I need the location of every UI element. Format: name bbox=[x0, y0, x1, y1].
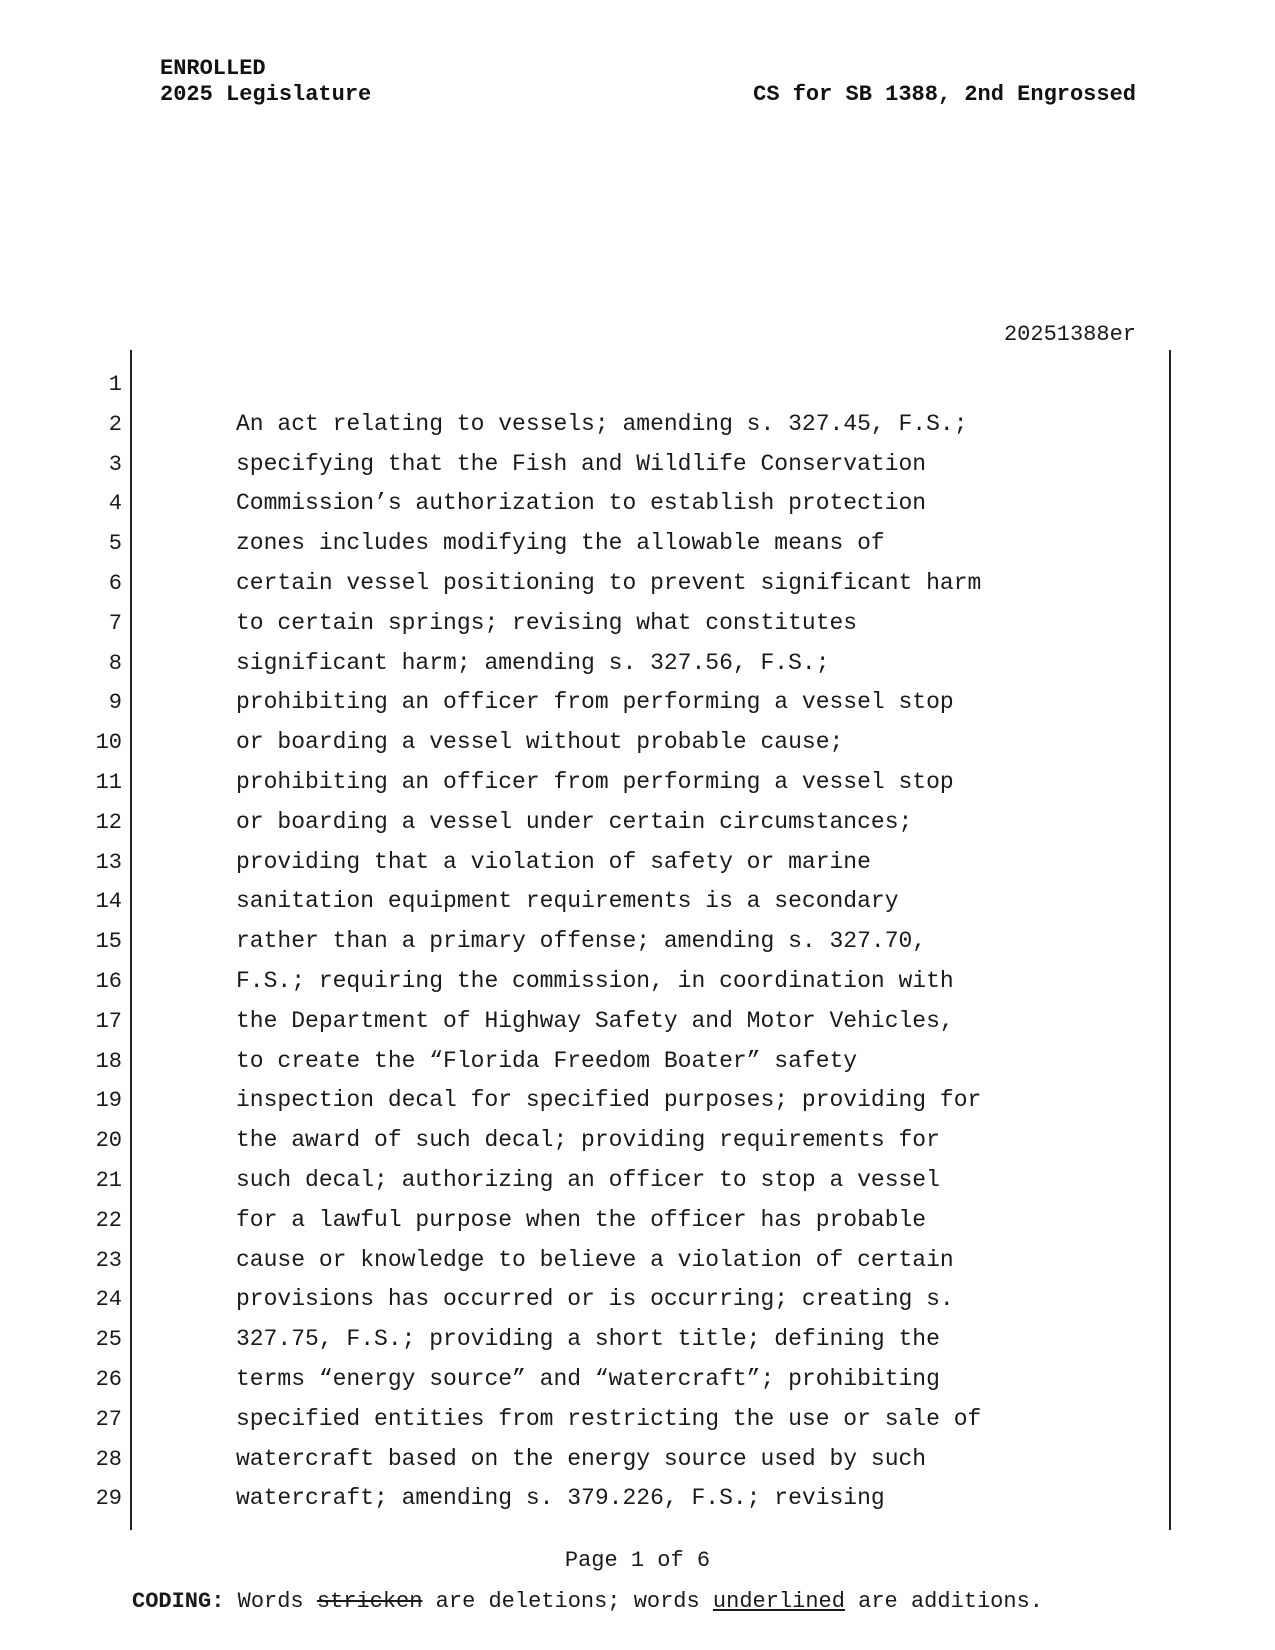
coding-text-1: Words bbox=[224, 1589, 317, 1614]
coding-legend bbox=[132, 1589, 1043, 1615]
line-text: watercraft; amending s. 379.226, F.S.; revising bbox=[236, 1485, 885, 1512]
line-text: cause or knowledge to believe a violation of certain bbox=[236, 1246, 954, 1273]
line-number: 23 bbox=[95, 1247, 122, 1273]
text-line bbox=[0, 1002, 1275, 1042]
text-line bbox=[0, 524, 1275, 564]
line-text: or boarding a vessel without probable cause; bbox=[236, 729, 844, 756]
line-number: 7 bbox=[108, 610, 122, 636]
line-number: 28 bbox=[95, 1446, 122, 1472]
line-number: 21 bbox=[95, 1167, 122, 1193]
line-number: 12 bbox=[95, 809, 122, 835]
text-line bbox=[0, 1479, 1275, 1519]
line-number: 22 bbox=[95, 1207, 122, 1233]
line-text: certain vessel positioning to prevent significant harm bbox=[236, 569, 982, 596]
line-number: 24 bbox=[95, 1287, 122, 1313]
line-text: An act relating to vessels; amending s. 327.45, F.S.; bbox=[236, 410, 968, 437]
line-number: 18 bbox=[95, 1048, 122, 1074]
line-text: zones includes modifying the allowable means of bbox=[236, 530, 885, 557]
text-line bbox=[0, 1042, 1275, 1082]
line-text: prohibiting an officer from performing a vessel stop bbox=[236, 768, 954, 795]
text-line bbox=[0, 922, 1275, 962]
line-text: Commission’s authorization to establish protection bbox=[236, 490, 927, 517]
text-line bbox=[0, 1201, 1275, 1241]
line-text: specifying that the Fish and Wildlife Conservation bbox=[236, 450, 927, 477]
line-number: 9 bbox=[108, 690, 122, 716]
text-line bbox=[0, 1440, 1275, 1480]
coding-label: CODING: bbox=[132, 1589, 225, 1614]
text-line bbox=[0, 803, 1275, 843]
text-line bbox=[0, 604, 1275, 644]
line-number: 6 bbox=[108, 570, 122, 596]
line-text: such decal; authorizing an officer to stop a vessel bbox=[236, 1166, 940, 1193]
text-line bbox=[0, 882, 1275, 922]
bill-identifier: CS for SB 1388, 2nd Engrossed bbox=[753, 82, 1136, 107]
line-number: 16 bbox=[95, 968, 122, 994]
text-line bbox=[0, 843, 1275, 883]
bill-text-lines bbox=[0, 365, 1275, 1519]
text-line bbox=[0, 1121, 1275, 1161]
line-text: significant harm; amending s. 327.56, F.S.; bbox=[236, 649, 830, 676]
line-number: 17 bbox=[95, 1008, 122, 1034]
text-line bbox=[0, 1360, 1275, 1400]
text-line bbox=[0, 564, 1275, 604]
line-text: the award of such decal; providing requirements for bbox=[236, 1127, 940, 1154]
line-number: 19 bbox=[95, 1088, 122, 1114]
text-line bbox=[0, 1161, 1275, 1201]
line-text: the Department of Highway Safety and Motor Vehicles, bbox=[236, 1007, 954, 1034]
line-number: 11 bbox=[95, 769, 122, 795]
line-number: 8 bbox=[108, 650, 122, 676]
line-number: 13 bbox=[95, 849, 122, 875]
line-number: 14 bbox=[95, 889, 122, 915]
text-line bbox=[0, 1241, 1275, 1281]
line-number: 10 bbox=[95, 730, 122, 756]
text-line bbox=[0, 723, 1275, 763]
line-text: inspection decal for specified purposes; providing for bbox=[236, 1087, 982, 1114]
text-line bbox=[0, 1400, 1275, 1440]
line-text: rather than a primary offense; amending s. 327.70, bbox=[236, 928, 927, 955]
text-line bbox=[0, 644, 1275, 684]
line-text: watercraft based on the energy source used by such bbox=[236, 1445, 927, 1472]
text-line bbox=[0, 405, 1275, 445]
coding-stricken-example: stricken bbox=[316, 1589, 423, 1614]
legislative-session: 2025 Legislature bbox=[160, 82, 372, 107]
coding-underlined-example: underlined bbox=[712, 1589, 845, 1614]
text-line bbox=[0, 683, 1275, 723]
line-number: 20 bbox=[95, 1128, 122, 1154]
line-text: for a lawful purpose when the officer has probable bbox=[236, 1206, 927, 1233]
line-number: 26 bbox=[95, 1366, 122, 1392]
line-text: providing that a violation of safety or marine bbox=[236, 848, 871, 875]
text-line bbox=[0, 365, 1275, 405]
coding-text-3: are additions. bbox=[844, 1589, 1043, 1614]
text-line bbox=[0, 763, 1275, 803]
line-number: 2 bbox=[108, 411, 122, 437]
bill-status: ENROLLED bbox=[160, 56, 266, 81]
line-text: 327.75, F.S.; providing a short title; defining the bbox=[236, 1326, 940, 1353]
line-text: to create the “Florida Freedom Boater” safety bbox=[236, 1047, 858, 1074]
line-number: 15 bbox=[95, 929, 122, 955]
line-number: 4 bbox=[108, 491, 122, 517]
line-number: 29 bbox=[95, 1486, 122, 1512]
line-number: 3 bbox=[108, 451, 122, 477]
line-text: terms “energy source” and “watercraft”; prohibiting bbox=[236, 1365, 940, 1392]
line-text: sanitation equipment requirements is a secondary bbox=[236, 888, 899, 915]
line-text: provisions has occurred or is occurring; creating s. bbox=[236, 1286, 954, 1313]
bill-code: 20251388er bbox=[1003, 322, 1136, 347]
text-line bbox=[0, 1081, 1275, 1121]
line-text: specified entities from restricting the use or sale of bbox=[236, 1405, 982, 1432]
line-number: 25 bbox=[95, 1327, 122, 1353]
text-line bbox=[0, 1320, 1275, 1360]
line-text: or boarding a vessel under certain circumstances; bbox=[236, 808, 913, 835]
coding-text-2: are deletions; words bbox=[422, 1589, 713, 1614]
line-text: to certain springs; revising what constitutes bbox=[236, 609, 858, 636]
text-line bbox=[0, 484, 1275, 524]
line-text: prohibiting an officer from performing a vessel stop bbox=[236, 689, 954, 716]
text-line bbox=[0, 962, 1275, 1002]
text-line bbox=[0, 445, 1275, 485]
line-number: 5 bbox=[108, 531, 122, 557]
line-number: 1 bbox=[108, 372, 122, 397]
page-indicator: Page 1 of 6 bbox=[564, 1548, 711, 1573]
text-line bbox=[0, 1280, 1275, 1320]
line-text: F.S.; requiring the commission, in coordination with bbox=[236, 967, 954, 994]
line-number: 27 bbox=[95, 1406, 122, 1432]
